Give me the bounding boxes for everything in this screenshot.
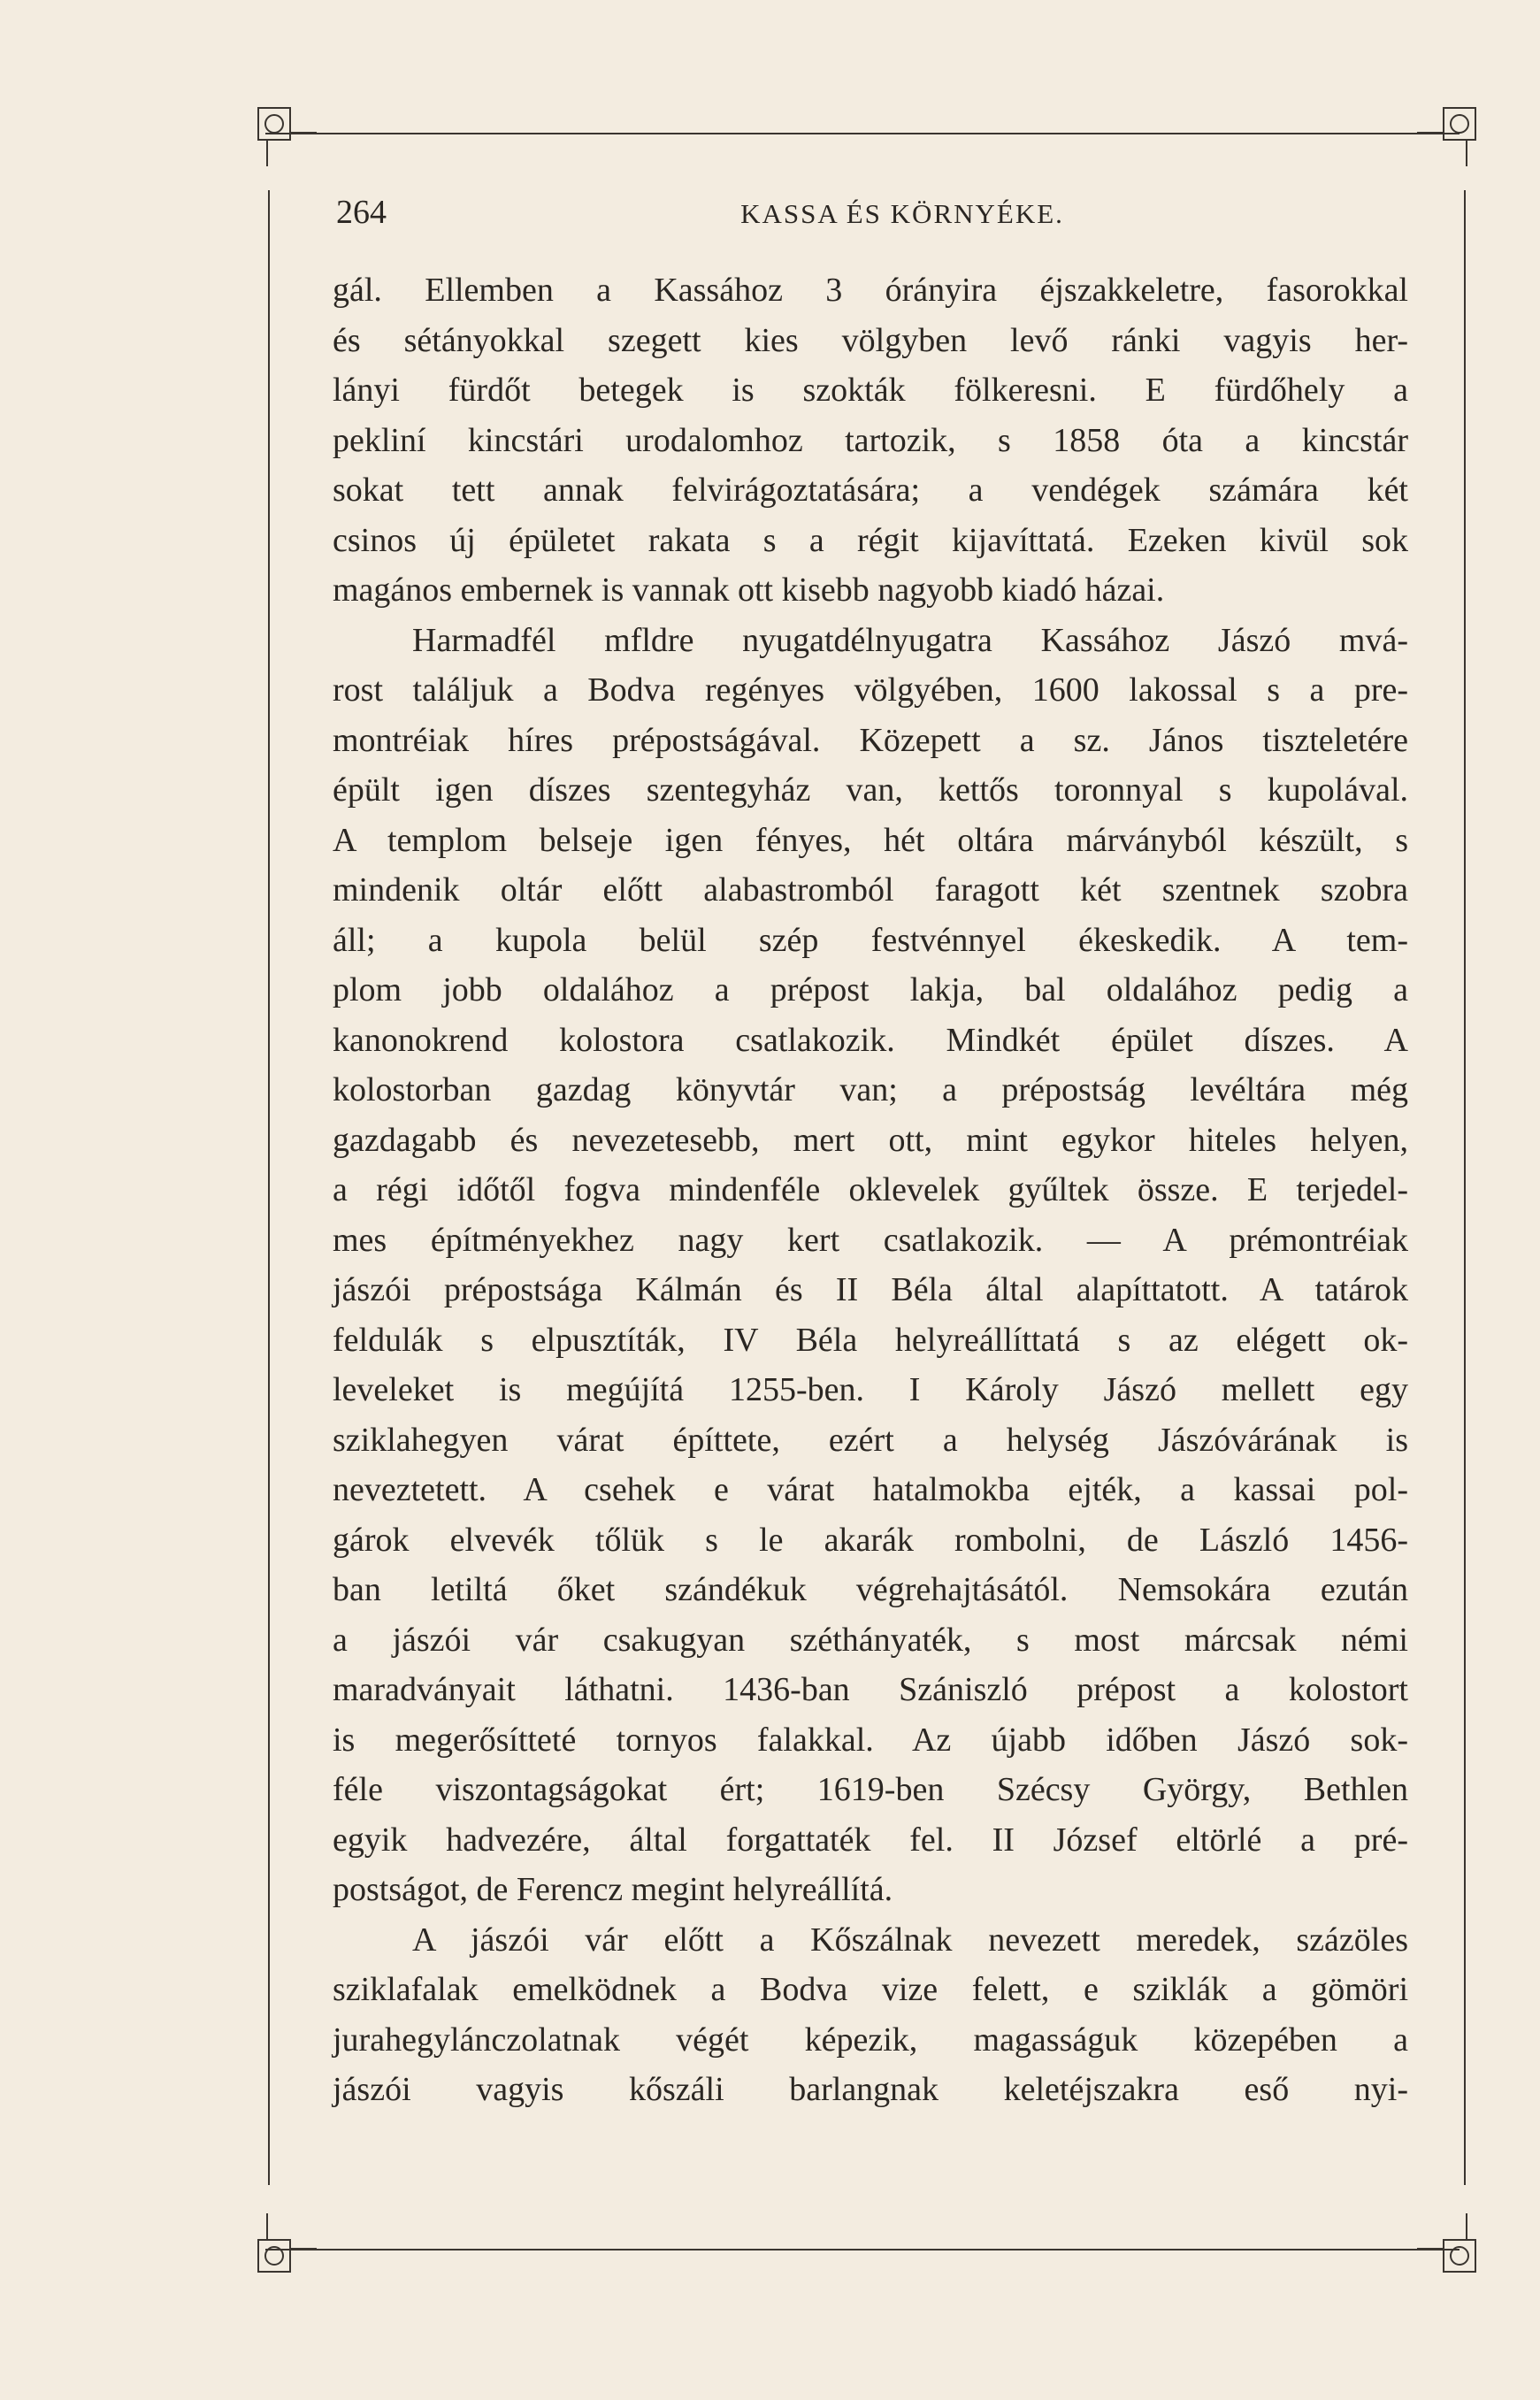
frame-top-rule [265,133,1460,134]
text-line: Harmadfél mfldre nyugatdélnyugatra Kassához Jászó mvá- [412,621,1408,659]
text-line: csinos új épületet rakata s a régit kijavíttatá. Ezeken kivül sok [333,521,1408,559]
page-number: 264 [336,194,387,231]
text-line: a jászói vár csakugyan széthányaték, s most márcsak némi [333,1621,1408,1659]
text-line: rost találjuk a Bodva regényes völgyében, 1600 lakossal s a pre- [333,671,1408,709]
text-line: A templom belseje igen fényes, hét oltára márványból készült, s [333,821,1408,859]
text-line: jászói vagyis kőszáli barlangnak keletéjszakra eső nyi- [333,2071,1408,2108]
text-line: magános embernek is vannak ott kisebb nagyobb kiadó házai. [333,571,1165,609]
text-line: jurahegylánczolatnak végét képezik, magasságuk közepében a [333,2020,1408,2059]
text-line: a régi időtől fogva mindenféle oklevelek gyűltek össze. E terjedel- [333,1171,1408,1208]
text-line: és sétányokkal szegett kies völgyben levő ránki vagyis her- [333,321,1408,359]
text-line: maradványait láthatni. 1436-ban Szániszló prépost a kolostort [333,1671,1408,1708]
corner-ornament-bottom-left [257,2212,318,2273]
text-line: áll; a kupola belül szép festvénnyel ékeskedik. A tem- [333,921,1408,959]
frame-right-rule [1464,190,1466,2185]
text-line: gárok elvevék tőlük s le akarák rombolni, de László 1456- [333,1521,1408,1559]
text-line: sziklafalak emelködnek a Bodva vize felett, e sziklák a gömöri [333,1971,1408,2008]
text-line: leveleket is megújítá 1255-ben. I Károly Jászó mellett egy [333,1371,1408,1408]
text-line: féle viszontagságokat ért; 1619-ben Szécsy György, Bethlen [333,1771,1408,1808]
text-line: pekliní kincstári urodalomhoz tartozik, s 1858 óta a kincstár [333,421,1408,459]
text-line: gál. Ellemben a Kassához 3 órányira éjszakkeletre, fasorokkal [333,272,1408,309]
corner-ornament-bottom-right [1415,2212,1477,2273]
text-line: sokat tett annak felvirágoztatására; a vendégek számára két [333,472,1408,509]
corner-ornament-top-left [257,106,318,168]
text-line: sziklahegyen várat építtete, ezért a helység Jászóvárának is [333,1421,1408,1459]
body-text [333,265,1408,2115]
text-line: egyik hadvezére, által forgattaték fel. II József eltörlé a pré- [333,1821,1408,1859]
text-line: ban letiltá őket szándékuk végrehajtásától. Nemsokára ezután [333,1571,1408,1608]
text-line: plom jobb oldalához a prépost lakja, bal oldalához pedig a [333,971,1408,1008]
text-line: jászói prépostsága Kálmán és II Béla által alapíttatott. A tatárok [333,1271,1408,1308]
text-line: montréiak híres prépostságával. Közepett a sz. János tiszteletére [333,721,1408,759]
text-line: feldulák s elpusztíták, IV Béla helyreállíttatá s az elégett ok- [333,1321,1408,1359]
text-line: épült igen díszes szentegyház van, kettős toronnyal s kupolával. [333,771,1408,809]
running-title: KASSA ÉS KÖRNYÉKE. [740,198,1064,229]
text-line: mindenik oltár előtt alabastromból faragott két szentnek szobra [333,871,1408,909]
frame-bottom-rule [265,2249,1460,2250]
text-line: postságot, de Ferencz megint helyreállítá. [333,1871,893,1908]
text-line: lányi fürdőt betegek is szokták fölkeresni. E fürdőhely a [333,372,1408,409]
text-line: is megerősítteté tornyos falakkal. Az újabb időben Jászó sok- [333,1721,1408,1759]
text-line: gazdagabb és nevezetesebb, mert ott, mint egykor hiteles helyen, [333,1121,1408,1159]
text-line: kolostorban gazdag könyvtár van; a prépostság levéltára még [333,1071,1408,1108]
text-line: mes építményekhez nagy kert csatlakozik. — A prémontréiak [333,1221,1408,1259]
corner-ornament-top-right [1415,106,1477,168]
text-line: A jászói vár előtt a Kőszálnak nevezett meredek, százöles [412,1921,1408,1959]
page-header [336,193,1468,246]
text-line: neveztetett. A csehek e várat hatalmokba ejték, a kassai pol- [333,1471,1408,1508]
frame-left-rule [268,190,270,2185]
text-line: kanonokrend kolostora csatlakozik. Mindkét épület díszes. A [333,1021,1408,1059]
